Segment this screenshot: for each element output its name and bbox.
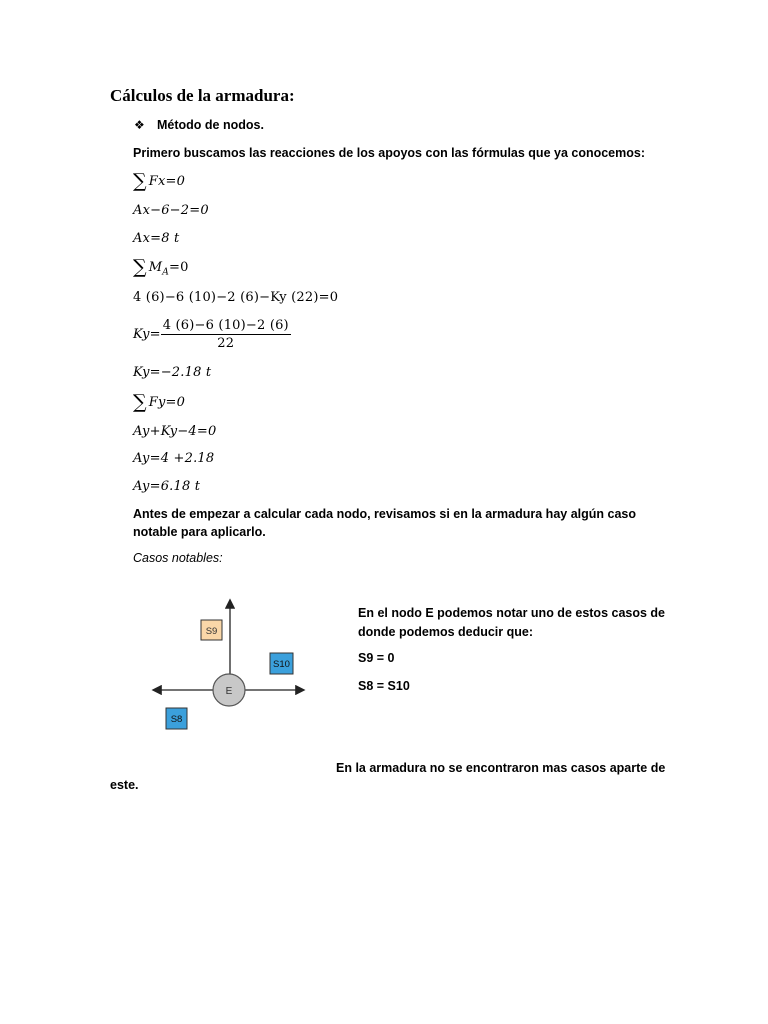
closing-line-1: En la armadura no se encontraron mas casos aparte de (336, 761, 666, 775)
paragraph-line: En el nodo E podemos notar uno de estos casos de (358, 606, 665, 620)
node-e-diagram (150, 594, 310, 739)
s8-label: S8 (170, 714, 183, 725)
page-title: Cálculos de la armadura: (110, 86, 295, 105)
equation-lhs: Ky= (133, 327, 161, 342)
equation-ay-add: Ay=4 +2.18 (133, 451, 215, 466)
equation-text: Fy=0 (148, 395, 186, 410)
sigma-symbol: ∑ (133, 391, 147, 413)
sigma-symbol: ∑ (133, 170, 147, 192)
intro-text: Primero buscamos las reacciones de los apoyos con las fórmulas que ya conocemos: (133, 146, 645, 160)
paragraph-antes (133, 505, 636, 541)
node-diagram (150, 594, 310, 743)
closing-line-2: este. (110, 778, 139, 792)
equation-ay-result: Ay=6.18 t (133, 479, 201, 494)
equation-ky-fraction (133, 318, 291, 351)
bullet-method: Método de nodos. (157, 118, 264, 132)
s9-label: S9 (205, 626, 218, 637)
equation-text: =0 (168, 260, 189, 275)
casos-notables-label: Casos notables: (133, 551, 223, 565)
equation-ax-sum: Ax−6−2=0 (133, 203, 209, 218)
paragraph-line: notable para aplicarlo. (133, 525, 266, 539)
equation-ky-result: Ky=−2.18 t (133, 365, 212, 380)
equation-ax-result: Ax=8 t (133, 231, 180, 246)
fraction-denominator: 22 (217, 336, 235, 351)
equation-sum-ma (133, 256, 189, 278)
equation-sum-fy (133, 391, 185, 413)
fraction-numerator: 4 (6)−6 (10)−2 (6) (162, 318, 289, 333)
node-label: E (225, 686, 233, 697)
result-s9: S9 = 0 (358, 651, 395, 665)
result-s8: S8 = S10 (358, 679, 410, 693)
sigma-symbol: ∑ (133, 256, 147, 278)
paragraph-line: donde podemos deducir que: (358, 625, 534, 639)
equation-ay-sum: Ay+Ky−4=0 (133, 424, 217, 439)
equation-text: M (148, 260, 163, 275)
equation-subscript: A (162, 267, 169, 278)
equation-sum-fx (133, 170, 185, 192)
equation-text: Fx=0 (148, 174, 186, 189)
node-e-explanation (358, 604, 665, 641)
diamond-bullet-icon: ❖ (134, 118, 145, 132)
equation-moments: 4 (6)−6 (10)−2 (6)−Ky (22)=0 (133, 290, 339, 305)
s10-label: S10 (273, 659, 290, 670)
paragraph-line: Antes de empezar a calcular cada nodo, revisamos si en la armadura hay algún caso (133, 507, 636, 521)
